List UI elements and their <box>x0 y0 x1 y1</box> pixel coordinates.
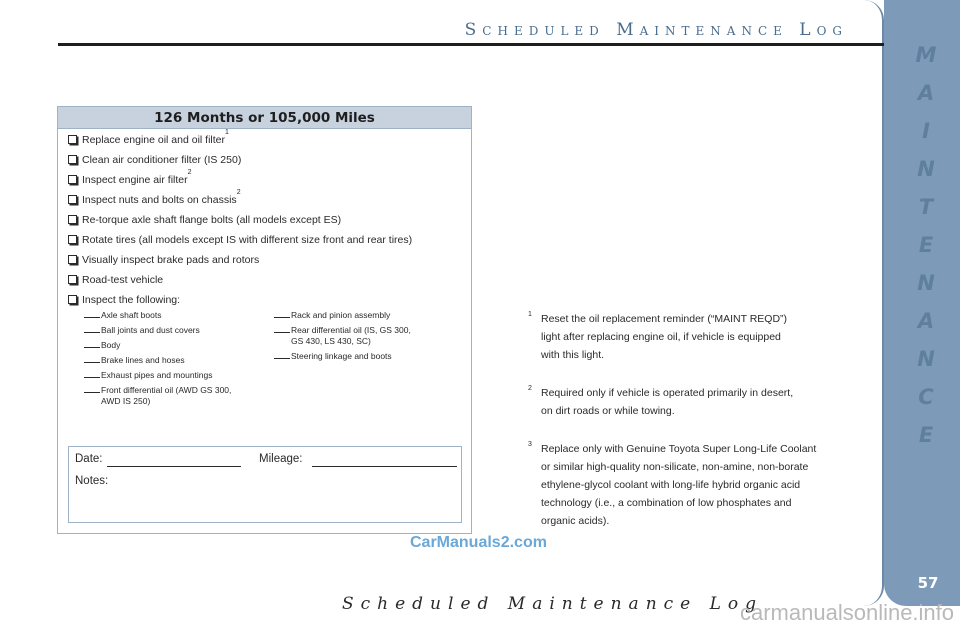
inspection-label: Axle shaft boots <box>101 310 162 320</box>
inspection-label: Steering linkage and boots <box>291 351 392 361</box>
checkbox-icon[interactable] <box>68 235 77 244</box>
mileage-field[interactable] <box>312 466 457 467</box>
inspection-label-cont: GS 430, LS 430, SC) <box>291 336 371 346</box>
side-letter: A <box>917 309 935 333</box>
item-label: Visually inspect brake pads and rotors <box>82 254 260 266</box>
item-label: Clean air conditioner filter (IS 250) <box>82 154 242 166</box>
check-blank[interactable] <box>84 332 100 333</box>
mileage-label: Mileage: <box>259 453 303 465</box>
footnote-number: 2 <box>528 385 532 392</box>
side-letter: C <box>918 385 934 409</box>
side-letter: M <box>915 43 937 67</box>
inspection-item <box>84 385 254 407</box>
side-letter: N <box>917 271 935 295</box>
checklist-item: Inspect engine air filter 2 <box>68 173 468 193</box>
footnote-line: or similar high-quality non-silicate, non-amine, non-borate <box>541 461 809 473</box>
inspection-item <box>84 325 254 336</box>
checklist-item <box>68 253 468 273</box>
date-label: Date: <box>75 453 103 465</box>
watermark-carmanuals: CarManuals2.com <box>410 534 547 551</box>
inspection-list-left <box>84 310 254 411</box>
check-blank[interactable] <box>274 317 290 318</box>
side-letter: A <box>917 81 935 105</box>
inspection-label: Ball joints and dust covers <box>101 325 200 335</box>
checklist-item <box>68 233 468 253</box>
header-divider <box>58 43 884 46</box>
item-label: Inspect nuts and bolts on chassis <box>82 194 237 206</box>
checklist-item: Replace engine oil and oil filter 1 <box>68 133 468 153</box>
item-label: Rotate tires (all models except IS with different size front and rear tires) <box>82 234 413 246</box>
footnote-line: ethylene-glycol coolant with long-life hybrid organic acid <box>541 479 801 491</box>
footnote-line: Required only if vehicle is operated primarily in desert, <box>541 387 794 399</box>
box-title: 126 Months or 105,000 Miles <box>58 107 471 129</box>
inspection-item <box>274 351 459 362</box>
footer-title: Scheduled Maintenance Log <box>342 594 764 614</box>
footnote-line: technology (i.e., a combination of low phosphates and <box>541 497 792 509</box>
item-label: Road-test vehicle <box>82 274 164 286</box>
footnote <box>528 310 828 364</box>
check-blank[interactable] <box>84 392 100 393</box>
footnote-line: light after replacing engine oil, if vehicle is equipped <box>541 331 781 343</box>
inspection-item <box>274 325 459 347</box>
checklist <box>68 129 468 313</box>
checkbox-icon[interactable] <box>68 295 77 304</box>
check-blank[interactable] <box>274 332 290 333</box>
inspection-label: Front differential oil (AWD GS 300, <box>101 385 232 395</box>
item-label: Inspect engine air filter <box>82 174 188 186</box>
inspection-label: Rear differential oil (IS, GS 300, <box>291 325 411 335</box>
inspection-label-cont: AWD IS 250) <box>101 396 151 406</box>
footnote-number: 3 <box>528 441 532 448</box>
checkbox-icon[interactable] <box>68 175 77 184</box>
checklist-item: Inspect nuts and bolts on chassis 2 <box>68 193 468 213</box>
side-letter: E <box>918 233 934 257</box>
check-blank[interactable] <box>274 358 290 359</box>
side-letter: T <box>918 195 934 219</box>
side-letter: N <box>917 157 935 181</box>
inspection-label: Rack and pinion assembly <box>291 310 391 320</box>
footnote-line: organic acids). <box>541 515 610 527</box>
check-blank[interactable] <box>84 317 100 318</box>
service-record <box>68 446 462 523</box>
side-letter: I <box>922 119 930 143</box>
checkbox-icon[interactable] <box>68 275 77 284</box>
inspection-item <box>274 310 459 321</box>
watermark-carmanualsonline: carmanualsonline.info <box>740 600 955 625</box>
check-blank[interactable] <box>84 362 100 363</box>
footnote <box>528 384 828 420</box>
inspection-item <box>84 370 254 381</box>
side-letter: E <box>918 423 934 447</box>
item-label: Inspect the following: <box>82 294 181 306</box>
inspection-list-right <box>274 310 459 366</box>
checklist-item <box>68 153 468 173</box>
footnote-line: on dirt roads or while towing. <box>541 405 675 417</box>
inspection-label: Brake lines and hoses <box>101 355 185 365</box>
side-tab-label <box>906 38 946 452</box>
item-label: Re-torque axle shaft flange bolts (all models except ES) <box>82 214 342 226</box>
checkbox-icon[interactable] <box>68 255 77 264</box>
footnote-line: Replace only with Genuine Toyota Super Long-Life Coolant <box>541 443 817 455</box>
date-field[interactable] <box>107 466 241 467</box>
page-title: Scheduled Maintenance Log <box>464 20 848 40</box>
check-blank[interactable] <box>84 347 100 348</box>
side-letter: N <box>917 347 935 371</box>
checkbox-icon[interactable] <box>68 155 77 164</box>
footnote-line: Reset the oil replacement reminder (“MAINT REQD”) <box>541 313 788 325</box>
notes-label: Notes: <box>75 475 109 487</box>
footnote-line: with this light. <box>541 349 605 361</box>
checkbox-icon[interactable] <box>68 195 77 204</box>
item-label: Replace engine oil and oil filter <box>82 134 226 146</box>
checklist-item <box>68 213 468 233</box>
page-number: 57 <box>917 574 939 592</box>
inspection-item <box>84 310 254 321</box>
check-blank[interactable] <box>84 377 100 378</box>
inspection-item <box>84 340 254 351</box>
footnotes <box>528 310 828 530</box>
footnote-number: 1 <box>528 311 532 318</box>
inspection-label: Body <box>101 340 121 350</box>
checklist-item <box>68 273 468 293</box>
inspection-label: Exhaust pipes and mountings <box>101 370 213 380</box>
checkbox-icon[interactable] <box>68 135 77 144</box>
footnote <box>528 440 828 530</box>
maintenance-box <box>57 106 472 534</box>
checkbox-icon[interactable] <box>68 215 77 224</box>
inspection-item <box>84 355 254 366</box>
side-tab-curve <box>864 0 884 606</box>
